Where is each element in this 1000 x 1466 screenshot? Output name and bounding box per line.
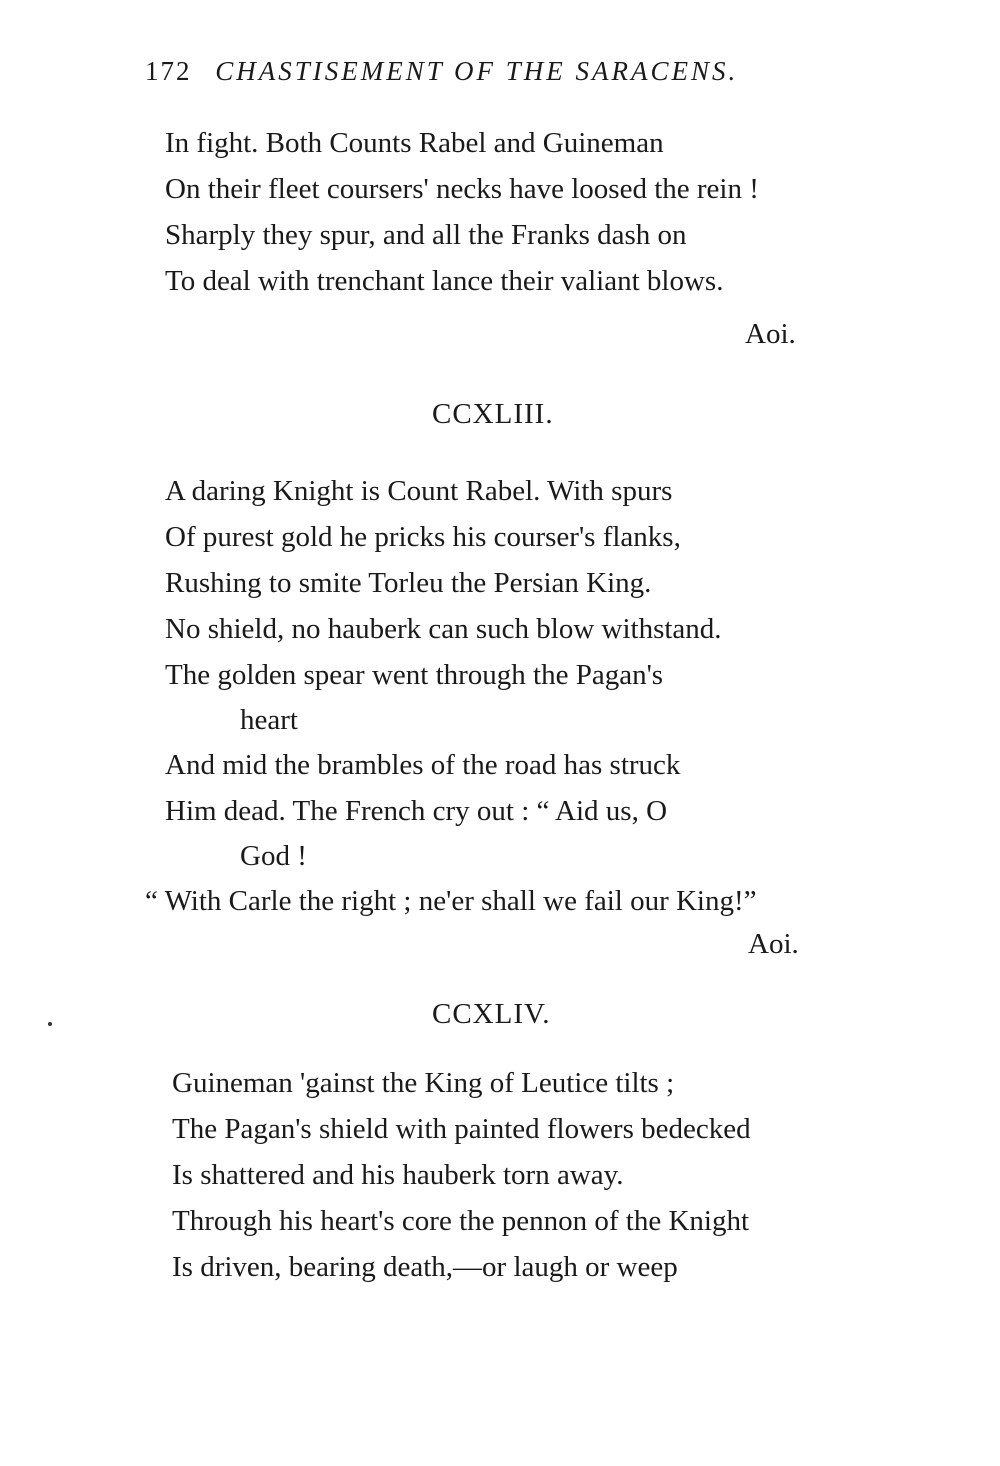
- refrain-aoi: Aoi.: [745, 318, 796, 350]
- verse-line-continuation: God !: [240, 840, 307, 872]
- stanza-title: CCXLIII.: [432, 398, 554, 430]
- verse-line: Sharply they spur, and all the Franks dash on: [165, 219, 687, 251]
- verse-line: No shield, no hauberk can such blow withstand.: [165, 613, 722, 645]
- verse-line: Is driven, bearing death,—or laugh or weep: [172, 1251, 678, 1283]
- verse-line: Guineman 'gainst the King of Leutice tilts ;: [172, 1067, 675, 1099]
- running-header: [145, 56, 738, 87]
- verse-line: On their fleet coursers' necks have loosed the rein !: [165, 173, 759, 205]
- verse-line: Of purest gold he pricks his courser's flanks,: [165, 521, 681, 553]
- verse-line: The golden spear went through the Pagan's: [165, 659, 664, 691]
- verse-line: And mid the brambles of the road has struck: [165, 749, 681, 781]
- verse-line: Rushing to smite Torleu the Persian King.: [165, 567, 652, 599]
- stanza-title: CCXLIV.: [432, 998, 551, 1030]
- verse-line: Through his heart's core the pennon of the Knight: [172, 1205, 750, 1237]
- print-speck: [48, 1022, 52, 1026]
- verse-line: Him dead. The French cry out : “ Aid us, O: [165, 795, 668, 827]
- verse-line-continuation: heart: [240, 704, 298, 736]
- verse-line: In fight. Both Counts Rabel and Guineman: [165, 127, 664, 159]
- verse-line: “ With Carle the right ; ne'er shall we fail our King!”: [145, 885, 757, 917]
- verse-line: Is shattered and his hauberk torn away.: [172, 1159, 624, 1191]
- running-title: CHASTISEMENT OF THE SARACENS.: [215, 56, 739, 86]
- verse-line: A daring Knight is Count Rabel. With spurs: [165, 475, 673, 507]
- refrain-aoi: Aoi.: [748, 928, 799, 960]
- page-number: 172: [145, 56, 192, 86]
- verse-line: To deal with trenchant lance their valiant blows.: [165, 265, 724, 297]
- verse-line: The Pagan's shield with painted flowers bedecked: [172, 1113, 751, 1145]
